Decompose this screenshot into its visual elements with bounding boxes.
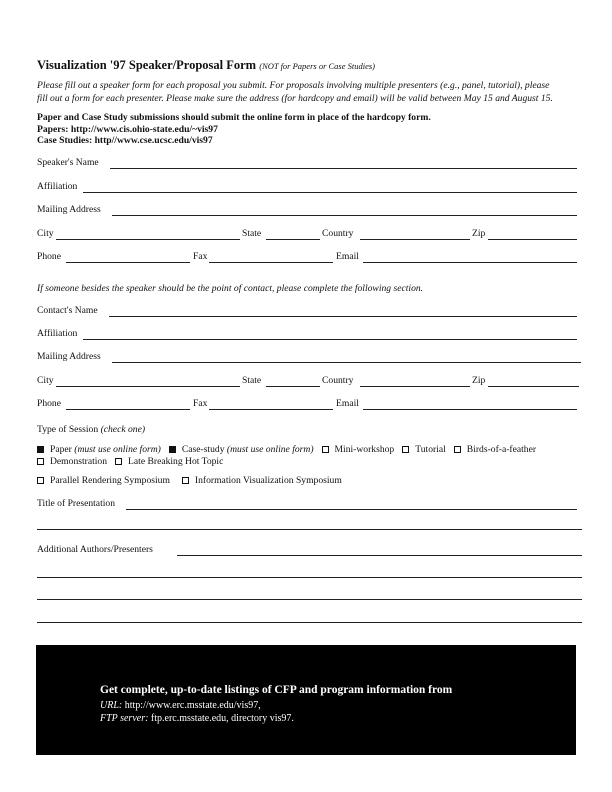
case-studies-url: Case Studies: http//www.cse.ucsc.edu/vis97 <box>37 135 213 146</box>
speaker-phone-label: Phone <box>37 251 61 262</box>
session-option-parallel-rendering[interactable] <box>37 475 170 486</box>
speaker-zip-label: Zip <box>472 228 486 239</box>
late-breaking-label: Late Breaking Hot Topic <box>128 456 224 467</box>
paper-checkbox[interactable] <box>37 446 44 453</box>
footer-ftp-value: ftp.erc.msstate.edu, directory vis97. <box>150 713 294 724</box>
footer-ftp-line <box>100 713 294 724</box>
case-study-checkbox[interactable] <box>169 446 176 453</box>
info-vis-checkbox[interactable] <box>182 477 189 484</box>
speaker-address-label: Mailing Address <box>37 204 101 215</box>
contact-address-row <box>37 351 581 365</box>
session-option-demonstration[interactable] <box>37 456 107 467</box>
footer-url-label: URL: <box>100 700 123 711</box>
session-option-info-vis[interactable] <box>182 475 342 486</box>
papers-url: Papers: http://www.cis.ohio-state.edu/~vis97 <box>37 123 218 135</box>
mini-workshop-checkbox[interactable] <box>322 446 329 453</box>
session-option-birds-of-a-feather[interactable] <box>454 444 536 455</box>
speaker-name-label: Speaker's Name <box>37 157 99 168</box>
session-option-case-study[interactable] <box>169 444 314 455</box>
online-notice <box>37 112 431 147</box>
speaker-city-label: City <box>37 228 54 239</box>
contact-zip-label: Zip <box>472 375 486 386</box>
speaker-affiliation-row <box>37 181 577 195</box>
session-options-row-1 <box>37 444 536 455</box>
speaker-affiliation-field[interactable] <box>83 192 577 193</box>
contact-country-label: Country <box>322 375 354 386</box>
session-options-row-2 <box>37 456 231 467</box>
speaker-country-label: Country <box>322 228 354 239</box>
contact-phone-field[interactable] <box>66 409 190 410</box>
session-type-heading <box>37 424 145 435</box>
additional-authors-line-3[interactable] <box>37 599 582 600</box>
additional-authors-label: Additional Authors/Presenters <box>37 544 153 555</box>
contact-state-label: State <box>242 375 262 386</box>
birds-of-a-feather-label: Birds-of-a-feather <box>466 444 537 455</box>
paper-note: (must use online form) <box>74 444 161 455</box>
contact-fax-label: Fax <box>193 398 208 409</box>
paper-label: Paper <box>50 444 72 455</box>
additional-authors-field[interactable] <box>177 555 582 556</box>
speaker-name-row <box>37 157 577 171</box>
speaker-city-field[interactable] <box>56 239 240 240</box>
presentation-title-label: Title of Presentation <box>37 498 115 509</box>
contact-affiliation-field[interactable] <box>83 339 577 340</box>
session-option-paper[interactable] <box>37 444 161 455</box>
contact-state-field[interactable] <box>266 386 320 387</box>
presentation-title-field[interactable] <box>126 509 577 510</box>
parallel-rendering-label: Parallel Rendering Symposium <box>50 475 170 486</box>
contact-section-note: If someone besides the speaker should be the point of contact, please complete the following section. <box>37 283 424 294</box>
form-title-note: (NOT for Papers or Case Studies) <box>259 61 376 71</box>
contact-fax-field[interactable] <box>209 409 333 410</box>
session-option-mini-workshop[interactable] <box>322 444 395 455</box>
speaker-email-label: Email <box>336 251 359 262</box>
contact-affiliation-row <box>37 328 577 342</box>
speaker-fax-label: Fax <box>193 251 208 262</box>
contact-city-row <box>37 375 579 389</box>
info-footer-banner <box>36 645 576 755</box>
contact-zip-field[interactable] <box>488 386 579 387</box>
form-title <box>37 58 375 73</box>
contact-affiliation-label: Affiliation <box>37 328 78 339</box>
tutorial-label: Tutorial <box>415 444 446 455</box>
form-title-text: Visualization '97 Speaker/Proposal Form <box>37 58 257 72</box>
parallel-rendering-checkbox[interactable] <box>37 477 44 484</box>
contact-name-row <box>37 305 577 319</box>
session-type-heading-text: Type of Session <box>37 424 99 435</box>
speaker-zip-field[interactable] <box>488 239 577 240</box>
case-study-note: (must use online form) <box>226 444 314 455</box>
contact-country-field[interactable] <box>360 386 470 387</box>
speaker-email-field[interactable] <box>363 262 577 263</box>
contact-address-field[interactable] <box>112 362 581 363</box>
contact-phone-row <box>37 398 577 412</box>
speaker-address-field[interactable] <box>112 215 577 216</box>
contact-city-label: City <box>37 375 54 386</box>
speaker-address-row <box>37 204 577 218</box>
presentation-title-extra-line[interactable] <box>37 529 582 530</box>
intro-line-2: fill out a form for each presenter. Please make sure the address (for hardcopy and email) will be valid between May 15 and August 15. <box>37 92 553 104</box>
speaker-country-field[interactable] <box>360 239 470 240</box>
footer-ftp-label: FTP server: <box>100 713 149 724</box>
footer-url-value: http://www.erc.msstate.edu/vis97, <box>124 700 261 711</box>
additional-authors-line-4[interactable] <box>37 622 582 623</box>
info-vis-label: Information Visualization Symposium <box>194 475 342 486</box>
speaker-fax-field[interactable] <box>209 262 333 263</box>
online-notice-text: Paper and Case Study submissions should submit the online form in place of the hardcopy form. <box>37 112 431 123</box>
demonstration-checkbox[interactable] <box>37 458 44 465</box>
contact-address-label: Mailing Address <box>37 351 101 362</box>
footer-headline: Get complete, up-to-date listings of CFP and program information from <box>100 684 453 696</box>
demonstration-label: Demonstration <box>50 456 108 467</box>
session-option-late-breaking[interactable] <box>115 456 223 467</box>
speaker-state-field[interactable] <box>266 239 320 240</box>
speaker-affiliation-label: Affiliation <box>37 181 78 192</box>
mini-workshop-label: Mini-workshop <box>334 444 395 455</box>
additional-authors-row <box>37 544 582 558</box>
tutorial-checkbox[interactable] <box>402 446 409 453</box>
contact-email-field[interactable] <box>363 409 577 410</box>
speaker-city-row <box>37 228 577 242</box>
case-study-label: Case-study <box>181 444 225 455</box>
session-type-heading-note: (check one) <box>100 424 146 435</box>
contact-phone-label: Phone <box>37 398 61 409</box>
contact-name-label: Contact's Name <box>37 305 98 316</box>
session-options-row-3 <box>37 475 350 486</box>
intro-line-1: Please fill out a speaker form for each proposal you submit. For proposals involving multiple presenters (e.g., panel, tutorial), please <box>37 80 550 91</box>
late-breaking-checkbox[interactable] <box>115 458 122 465</box>
contact-city-field[interactable] <box>56 386 240 387</box>
contact-email-label: Email <box>336 398 359 409</box>
intro-text <box>37 80 582 105</box>
speaker-state-label: State <box>242 228 262 239</box>
presentation-title-row <box>37 498 577 512</box>
birds-of-a-feather-checkbox[interactable] <box>454 446 461 453</box>
footer-url-line <box>100 700 261 711</box>
session-option-tutorial[interactable] <box>402 444 446 455</box>
speaker-name-field[interactable] <box>110 168 577 169</box>
speaker-phone-field[interactable] <box>66 262 190 263</box>
speaker-phone-row <box>37 251 577 265</box>
additional-authors-line-2[interactable] <box>37 577 582 578</box>
contact-name-field[interactable] <box>109 316 577 317</box>
